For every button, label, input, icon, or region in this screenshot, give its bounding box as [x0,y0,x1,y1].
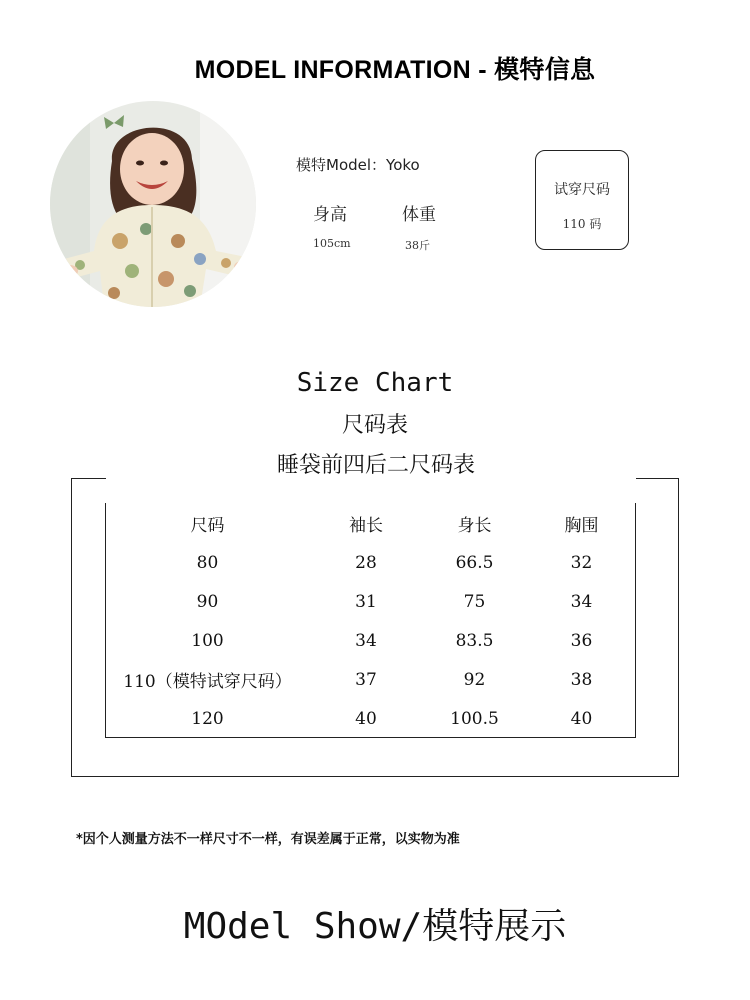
size-chart-title-en: Size Chart [296,368,454,398]
height-label: 身高 [313,205,347,225]
table-header-row [105,504,636,543]
cell-size: 80 [196,552,219,573]
outer-frame-top-right [636,478,679,479]
height-value: 105cm [313,237,351,250]
disclaimer-note: *因个人测量方法不一样尺寸不一样，有误差属于正常，以实物为准 [76,832,460,847]
table-row [105,621,636,660]
size-chart-subtitle: 睡袋前四后二尺码表 [276,453,475,478]
weight-value: 38斤 [405,239,430,252]
page-title: MODEL INFORMATION - 模特信息 [194,56,596,84]
cell-body-length: 83.5 [455,630,494,651]
header-chest: 胸围 [564,516,599,536]
table-row [105,699,636,738]
model-photo-image [50,101,256,307]
cell-size: 120 [191,708,224,729]
table-row [105,660,636,699]
model-show-title: MOdel Show/模特展示 [183,906,567,947]
cell-size: 110（模特试穿尺码） [123,672,292,692]
header-sleeve-length: 袖长 [349,516,383,536]
size-table [105,504,636,738]
tryon-size-value: 110 码 [562,217,602,231]
cell-sleeve-length: 34 [355,630,377,651]
table-row [105,543,636,582]
cell-chest: 32 [570,552,593,573]
size-chart-title-cn: 尺码表 [341,413,408,438]
header-size: 尺码 [190,516,225,536]
model-name: 模特Model：Yoko [296,156,420,174]
header-body-length: 身长 [457,516,492,536]
cell-chest: 40 [570,708,593,729]
outer-frame-top-left [71,478,106,479]
cell-sleeve-length: 31 [355,591,377,612]
cell-size: 100 [191,630,224,651]
cell-chest: 38 [570,669,593,690]
weight-label: 体重 [402,205,436,225]
cell-chest: 36 [570,630,593,651]
tryon-size-box [535,150,629,250]
cell-sleeve-length: 28 [355,552,377,573]
model-photo [50,101,256,307]
cell-chest: 34 [570,591,593,612]
cell-sleeve-length: 40 [355,708,377,729]
cell-body-length: 75 [463,591,486,612]
cell-size: 90 [196,591,219,612]
cell-body-length: 100.5 [450,708,499,729]
table-row [105,582,636,621]
cell-body-length: 92 [463,669,486,690]
cell-sleeve-length: 37 [355,669,377,690]
cell-body-length: 66.5 [455,552,494,573]
tryon-size-title: 试穿尺码 [554,182,610,198]
